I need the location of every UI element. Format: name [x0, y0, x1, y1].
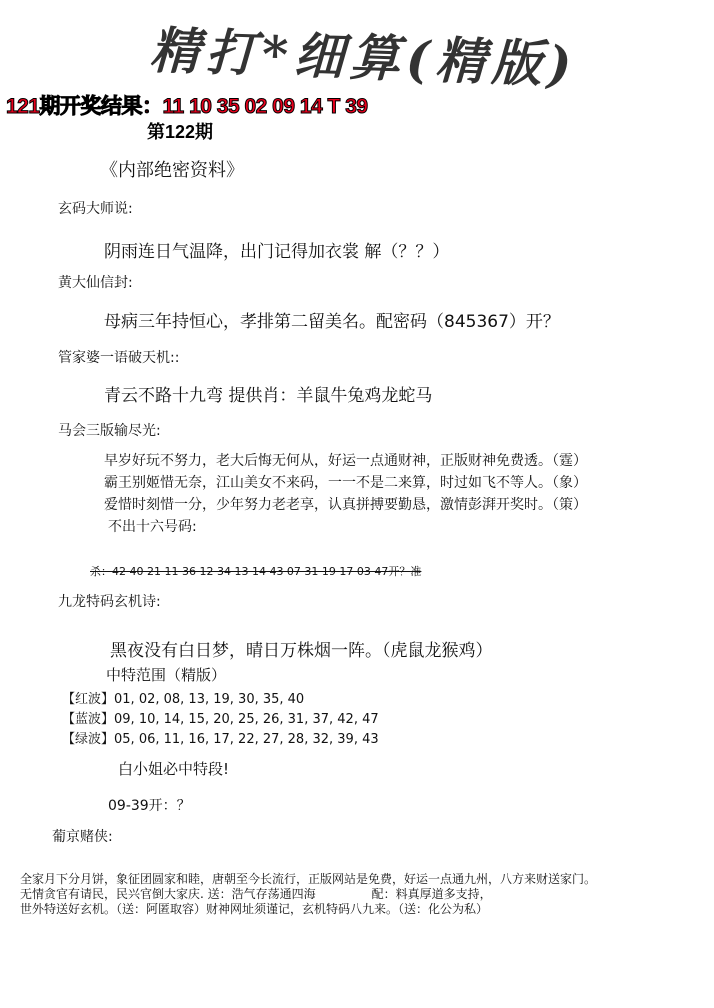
xuanma-text: 阴雨连日气温降，出门记得加衣裳 解（？？） [104, 242, 450, 262]
section-label-huang: 黄大仙信封: [58, 275, 133, 291]
wave-list [62, 690, 379, 750]
wave-row [62, 710, 379, 730]
footer-line: 世外特送好玄机。（送：阿匿取容）财神网址须谨记，玄机特码八九来。（送：化公为私） [20, 902, 489, 916]
guanjia-text: 青云不路十九弯 提供肖：羊鼠牛兔鸡龙蛇马 [104, 386, 433, 406]
mahui-line: 爱惜时刻惜一分，少年努力老老享，认真拼搏要勤恳，激情彭湃开奖时。（策） [104, 497, 587, 513]
wave-tag: 【红波】 [62, 692, 115, 707]
section-label-jiulong: 九龙特码玄机诗: [58, 594, 161, 610]
huang-text: 母病三年持恒心，孝排第二留美名。配密码（845367）开？ [104, 312, 560, 332]
mahui-line: 早岁好玩不努力，老大后悔无何从，好运一点通财神，正版财神免费透。（霆） [104, 453, 587, 469]
footer [20, 872, 596, 917]
jiulong-text: 黑夜没有白日梦，晴日万株烟一阵。（虎鼠龙猴鸡） [110, 641, 493, 661]
range-title: 中特范围（精版） [106, 666, 227, 684]
mahui-line: 霸王别姬惜无奈，江山美女不来码，一一不是二来算，时过如飞不等人。（象） [104, 475, 587, 491]
footer-line: 全家月下分月饼，象征团圆家和睦，唐朝至今长流行，正版网站是免费，好运一点通九州，八方来财送家门。 [20, 872, 597, 886]
mahui-poem [104, 450, 587, 516]
wave-numbers: 05, 06, 11, 16, 17, 22, 27, 28, 32, 39, 43 [114, 732, 379, 747]
kill-line: 杀：42 40 21 11 36 12 34 13 14 43 07 31 19 17 03 47开？准 [90, 565, 422, 578]
wave-numbers: 09, 10, 14, 15, 20, 25, 26, 31, 37, 42, 47 [114, 712, 379, 727]
no16-label: 不出十六号码: [108, 519, 197, 535]
wave-row [62, 730, 379, 750]
section-label-putao: 葡京赌侠: [52, 829, 113, 845]
wave-row [62, 690, 379, 710]
segment-line: 09-39开：？ [108, 798, 191, 814]
wave-tag: 【绿波】 [62, 732, 115, 747]
doc-title: 《内部绝密资料》 [100, 160, 244, 181]
wave-numbers: 01, 02, 08, 13, 19, 30, 35, 40 [114, 692, 305, 707]
result-line: 121期开奖结果：11 10 35 02 09 14 T 39 [6, 95, 368, 118]
banner-title: 精打*细算(精版) [148, 20, 579, 95]
section-label-xuanma: 玄码大师说: [58, 201, 133, 217]
footer-line-part: 无情贪官有请民，民兴官倒大家庆. 送：浩气存荡通四海 [20, 887, 316, 901]
white-lady-line: 白小姐必中特段! [118, 760, 230, 778]
wave-tag: 【蓝波】 [62, 712, 115, 727]
issue-number: 第122期 [147, 122, 214, 142]
section-label-guanjia: 管家婆一语破天机:: [58, 350, 180, 366]
footer-line-part: 配：料真厚道多支持， [371, 887, 492, 901]
section-label-mahui: 马会三版输尽光: [58, 423, 161, 439]
footer-line [20, 887, 596, 902]
